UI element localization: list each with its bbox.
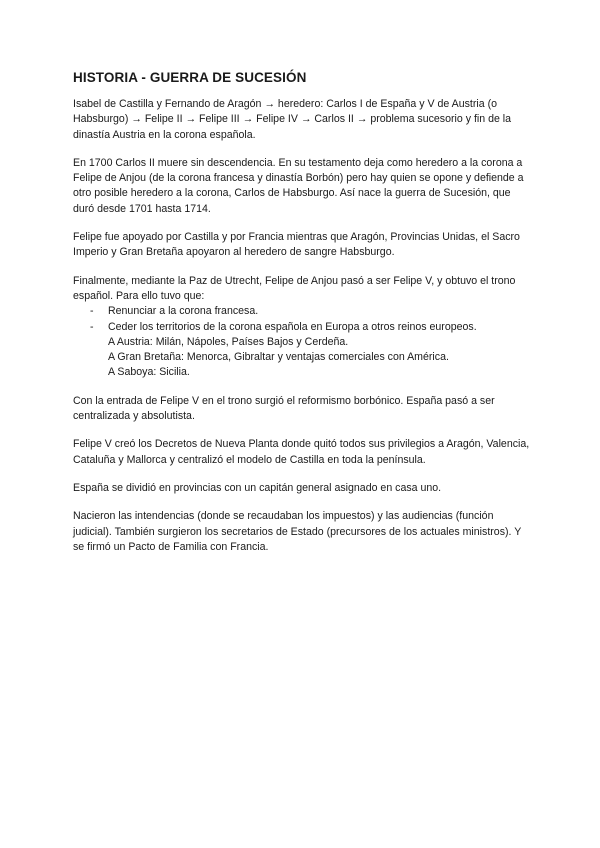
paragraph-alliances: Felipe fue apoyado por Castilla y por Francia mientras que Aragón, Provincias Unidas, el Sacro Imperio y Gran Bretaña apoyaron al heredero de sangre Habsburgo.: [73, 231, 520, 259]
list-item: - Renunciar a la corona francesa.: [73, 304, 533, 319]
document-title: HISTORIA - GUERRA DE SUCESIÓN: [73, 70, 307, 85]
conditions-list: [73, 304, 533, 335]
paragraph-reformism: Con la entrada de Felipe V en el trono surgió el reformismo borbónico. España pasó a ser centralizada y absolutista.: [73, 394, 495, 423]
paragraph-utrecht: Finalmente, mediante la Paz de Utrecht, Felipe de Anjou pasó a ser Felipe V, y obtuvo el trono español. Para ello tuvo que:: [73, 274, 516, 302]
territories-sublist: [73, 335, 533, 381]
sublist-item: A Gran Bretaña: Menorca, Gibraltar y ventajas comerciales con América.: [108, 351, 449, 364]
sublist-item: A Austria: Milán, Nápoles, Países Bajos y Cerdeña.: [108, 335, 349, 348]
paragraph-nueva-planta: Felipe V creó los Decretos de Nueva Planta donde quitó todos sus privilegios a Aragón, Valencia, Cataluña y Mallorca y centralizó el modelo de Castilla en toda la península.: [73, 438, 530, 466]
paragraph-testament: En 1700 Carlos II muere sin descendencia. En su testamento deja como heredero a la corona a Felipe de Anjou (de la corona francesa y dinastía Borbón) pero hay quien se opone y defiende a otro posible heredero a la corona, Carlos de Habsburgo. Así nace la guerra de Sucesión, que duró desde 1701 hasta 1714.: [73, 156, 524, 215]
paragraph-intendencias: Nacieron las intendencias (donde se recaudaban los impuestos) y las audiencias (función judicial). También surgieron los secretarios de Estado (precursores de los actuales ministros). Y se firmó un Pacto de Familia con Francia.: [73, 510, 522, 553]
paragraph-provinces: España se dividió en provincias con un capitán general asignado en casa uno.: [73, 481, 442, 494]
document-page: [73, 70, 533, 568]
paragraph-dynasty: Isabel de Castilla y Fernando de Aragón → heredero: Carlos I de España y V de Austria (o Habsburgo) → Felipe II → Felipe III → Felipe IV → Carlos II → problema sucesorio y fin de la dinastía Austria en la corona española.: [73, 98, 512, 141]
list-item: - Ceder los territorios de la corona española en Europa a otros reinos europeos.: [73, 320, 533, 335]
sublist-item: A Saboya: Sicilia.: [108, 366, 190, 379]
